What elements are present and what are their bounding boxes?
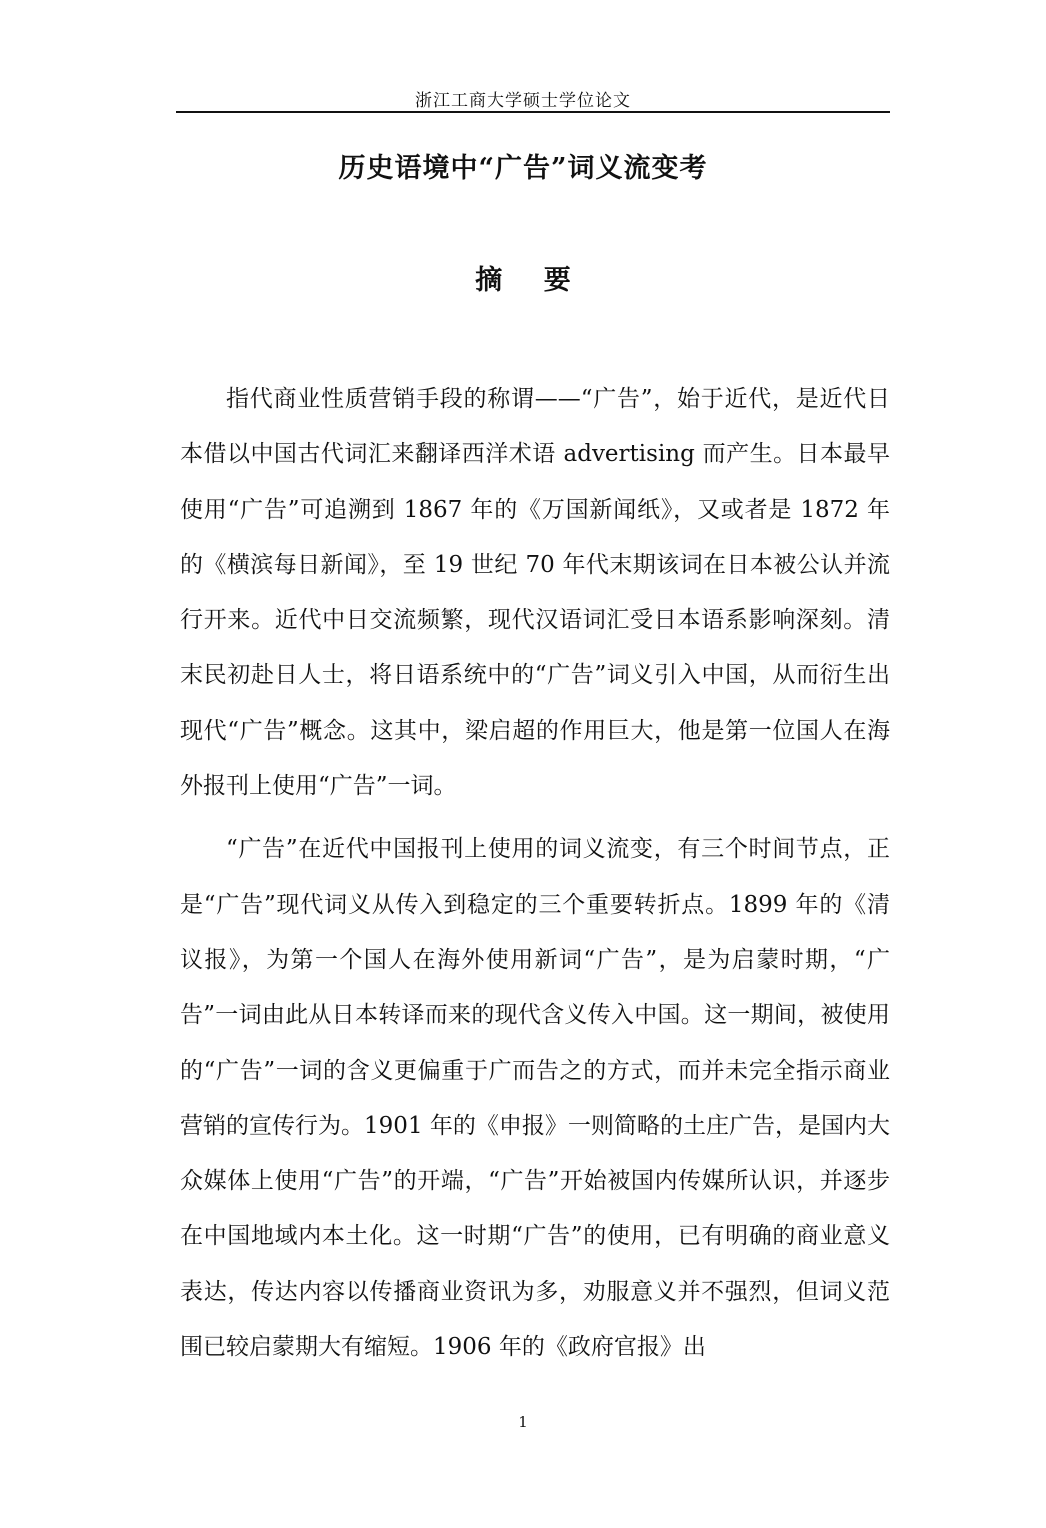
header-rule xyxy=(176,111,890,113)
abstract-paragraph-2: “广告”在近代中国报刊上使用的词义流变，有三个时间节点，正是“广告”现代词义从传入到稳定的三个重要转折点。1899 年的《清议报》，为第一个国人在海外使用新词“广告”，是为启蒙时期，“广告”一词由此从日本转译而来的现代含义传入中国。这一期间，被使用的“广告”一词的含义更偏重于广而告之的方式，而并未完全指示商业营销的宣传行为。1901 年的《申报》一则简略的土庄广告，是国内大众媒体上使用“广告”的开端，“广告”开始被国内传媒所认识，并逐步在中国地域内本土化。这一时期“广告”的使用，已有明确的商业意义表达，传达内容以传播商业资讯为多，劝服意义并不强烈，但词义范围已较启蒙期大有缩短。1906 年的《政府官报》出 xyxy=(180,836,890,1361)
abstract-paragraph-1: 指代商业性质营销手段的称谓——“广告”，始于近代，是近代日本借以中国古代词汇来翻译西洋术语 advertising 而产生。日本最早使用“广告”可追溯到 1867 年的《万国新闻纸》，又或者是 1872 年的《横滨每日新闻》，至 19 世纪 70 年代末期该词在日本被公认并流行开来。近代中日交流频繁，现代汉语词汇受日本语系影响深刻。清末民初赴日人士，将日语系统中的“广告”词义引入中国，从而衍生出现代“广告”概念。这其中，梁启超的作用巨大，他是第一位国人在海外报刊上使用“广告”一词。 xyxy=(180,386,890,800)
thesis-title: 历史语境中“广告”词义流变考 xyxy=(338,153,708,184)
page-number: 1 xyxy=(518,1413,528,1431)
running-header: 浙江工商大学硕士学位论文 xyxy=(415,91,631,111)
abstract-body xyxy=(180,372,890,1375)
abstract-heading: 摘 要 xyxy=(475,265,587,296)
